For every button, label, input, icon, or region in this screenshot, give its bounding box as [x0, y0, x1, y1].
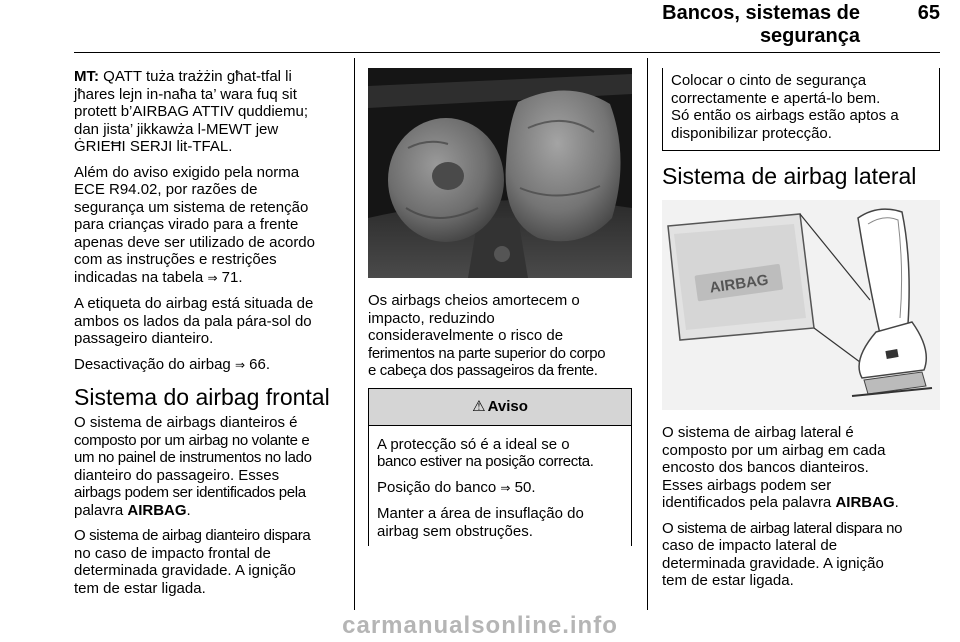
side-deploy-paragraph: O sistema de airbag lateral dispara no caso de impacto lateral de determinada gravidade. A ignição tem de estar ligada. [662, 519, 903, 589]
page-number: 65 [917, 2, 940, 24]
page-header-title: Bancos, sistemas de segurança [662, 2, 860, 47]
page-reference-arrow-icon: ⇒ [234, 357, 245, 372]
airbags-caption: Os airbags cheios amortecem o impacto, reduzindo consideravelmente o risco de ferimentos na parte superior do corpo e cabeça dos passageiros da frente. [368, 292, 606, 379]
column-left [74, 68, 346, 605]
frontal-airbag-heading: Sistema do airbag frontal [74, 384, 330, 410]
column-divider-left [354, 58, 355, 610]
warning-seat-position: A protecção só é a ideal se o banco estiver na posição correcta. [377, 435, 594, 470]
header-rule [74, 52, 940, 53]
airbag-word-bold: AIRBAG [127, 501, 187, 519]
seat-airbag-label-illustration [662, 200, 940, 410]
page-reference-arrow-icon: ⇒ [207, 270, 218, 285]
column-middle [368, 68, 632, 546]
mt-label: MT: [74, 68, 99, 85]
inflated-airbags-illustration [368, 68, 632, 278]
column-divider-right [647, 58, 648, 610]
warning-title: Aviso [487, 397, 528, 415]
table-page-ref-link[interactable]: 71. [221, 268, 243, 286]
ece-norm-paragraph: Além do aviso exigido pela norma ECE R94.02, por razões de segurança um sistema de retenção para crianças virado para a frente apenas deve ser utilizado de acordo com as instruções e restrições indicadas na tabela ⇒ 71. [74, 163, 315, 286]
column-right [662, 68, 940, 598]
watermark: carmanualsonline.info [342, 612, 618, 639]
side-airbag-heading: Sistema de airbag lateral [662, 163, 917, 189]
warning-inflation-area: Manter a área de insuflação do airbag sem obstruções. [377, 505, 584, 540]
warning-triangle-icon: ⚠ [472, 396, 486, 415]
warning-body [369, 426, 631, 541]
warning-seat-reference: Posição do banco ⇒ 50. [377, 478, 536, 496]
side-airbag-paragraph: O sistema de airbag lateral é composto por um airbag em cada encosto dos bancos dianteiros. Esses airbags podem ser identificados pela palavra AIRBAG. [662, 424, 899, 511]
airbag-word-bold: AIRBAG [835, 494, 895, 511]
seat-page-ref-link[interactable]: 50. [514, 478, 536, 496]
deactivation-paragraph: Desactivação do airbag ⇒ 66. [74, 355, 271, 373]
airbag-label-text: AIRBAG [708, 271, 770, 297]
frontal-deploy-paragraph: O sistema de airbag dianteiro dispara no caso de impacto frontal de determinada gravidade. A ignição tem de estar ligada. [74, 527, 311, 597]
airbag-label-paragraph: A etiqueta do airbag está situada de ambos os lados da pala pára-sol do passageiro dianteiro. [74, 295, 314, 347]
warning-box [368, 388, 632, 547]
warning-header [369, 388, 631, 426]
maltese-warning-paragraph: MT: QATT tużа trażżin għat-tfal li jħares lejn in-naħa ta’ wara fuq sit protett b’AIRBAG ATTIV quddiemu; dan jista’ jikkawża l-MEWT jew ĠRIEĦI SERJI lit-TFAL. [74, 68, 308, 155]
deactivation-page-ref-link[interactable]: 66. [249, 355, 271, 373]
frontal-airbag-paragraph: O sistema de airbags dianteiros é composto por um airbag no volante e um no painel de instrumentos no lado dianteiro do passageiro. Esses airbags podem ser identificados pela palavra AIRBAG. [74, 414, 312, 519]
page-reference-arrow-icon: ⇒ [500, 480, 511, 495]
seatbelt-note-box: Colocar o cinto de segurança correctamente e apertá-lo bem. Só então os airbags estão aptos a disponibilizar protecção. [662, 68, 940, 151]
